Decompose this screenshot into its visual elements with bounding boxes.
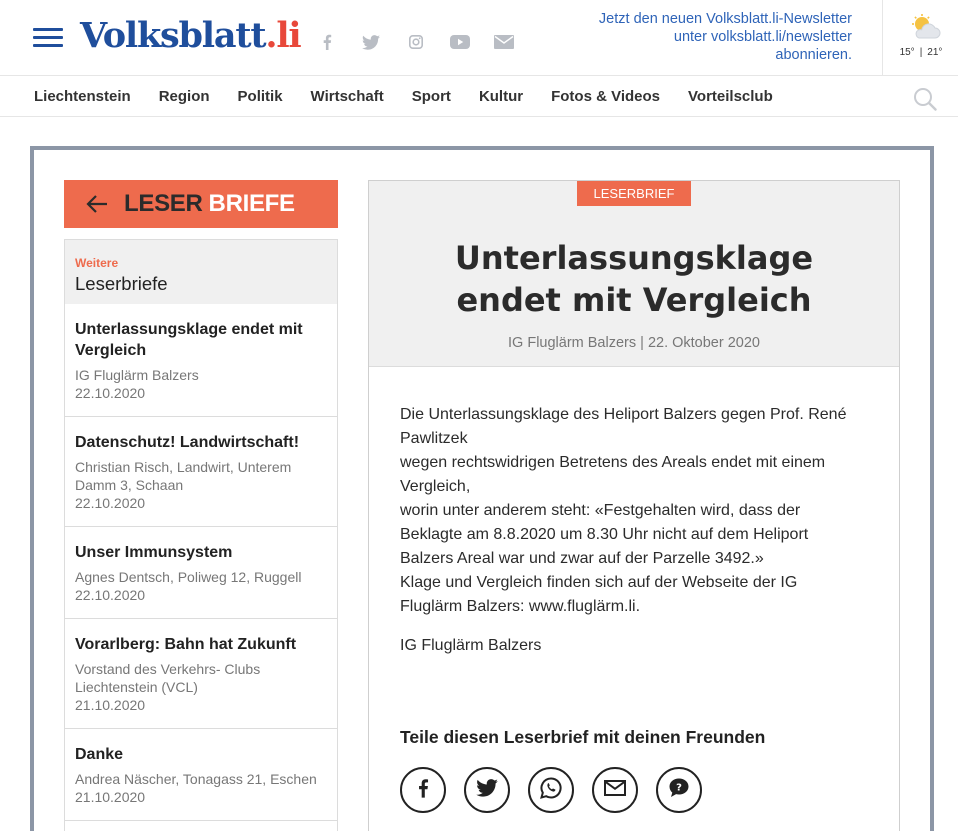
twitter-icon[interactable] xyxy=(361,34,381,50)
list-item[interactable] xyxy=(65,729,337,821)
top-header xyxy=(0,0,958,76)
category-badge: LESERBRIEF xyxy=(577,181,691,206)
article-body: Die Unterlassungsklage des Heliport Balzers gegen Prof. René Pawlitzek wegen rechtswidrigen Betretens des Areals endet mit einem Vergleich, worin unter anderem steht: «Festgehalten wird, dass der Beklagte am 8.8.2020 um 8.30 Uhr nicht auf dem Heliport Balzers Areal war und zwar auf der Parzelle 3492.» Klage und Vergleich finden sich auf der Webseite der IG Fluglärm Balzers: www.fluglärm.li. xyxy=(400,406,847,615)
share-mail-button[interactable] xyxy=(592,767,638,813)
sidebar-header xyxy=(65,240,337,304)
menu-icon[interactable] xyxy=(33,28,63,48)
list-item-date: 21.10.2020 xyxy=(75,697,146,713)
nav-item-region[interactable]: Region xyxy=(158,88,210,105)
article-header xyxy=(369,181,899,367)
arrow-left-icon[interactable] xyxy=(86,194,108,218)
share-whatsapp-button[interactable] xyxy=(528,767,574,813)
sidebar-title: Leserbriefe xyxy=(75,273,168,294)
banner-word-leser: LESER xyxy=(124,190,203,217)
letters-sidebar xyxy=(64,239,338,831)
banner-word-briefe: BRIEFE xyxy=(208,190,295,217)
list-item-date: 22.10.2020 xyxy=(75,385,146,401)
list-item-author: IG Fluglärm Balzers xyxy=(75,367,199,383)
youtube-icon[interactable] xyxy=(450,34,470,50)
facebook-icon[interactable] xyxy=(317,34,337,50)
list-item-author: Andrea Näscher, Tonagass 21, Eschen xyxy=(75,771,317,787)
article-signature: IG Fluglärm Balzers xyxy=(400,637,542,654)
sidebar-subtitle: Weitere xyxy=(75,256,119,270)
list-item-date: 22.10.2020 xyxy=(75,495,146,511)
nav-item-wirtschaft[interactable]: Wirtschaft xyxy=(310,88,384,105)
main-nav xyxy=(0,76,958,117)
list-item-title[interactable]: Unser Immunsystem xyxy=(75,544,233,561)
article-card xyxy=(368,180,900,831)
share-buttons xyxy=(400,767,720,813)
mail-icon xyxy=(604,780,626,800)
nav-item-politik[interactable]: Politik xyxy=(237,88,283,105)
list-item-title[interactable]: Danke xyxy=(75,746,124,763)
share-facebook-button[interactable] xyxy=(400,767,446,813)
list-item-date: 22.10.2020 xyxy=(75,587,146,603)
share-twitter-button[interactable] xyxy=(464,767,510,813)
list-item[interactable] xyxy=(65,417,337,527)
list-item-title[interactable]: Vorarlberg: Bahn hat Zukunft xyxy=(75,636,297,653)
nav-item-liechtenstein[interactable]: Liechtenstein xyxy=(34,88,131,105)
temp-low: 15° xyxy=(899,47,915,58)
newsletter-promo[interactable]: Jetzt den neuen Volksblatt.li-Newsletter unter volksblatt.li/newsletter abonnieren. xyxy=(598,11,852,63)
share-comment-button[interactable] xyxy=(656,767,702,813)
list-item-author: Agnes Dentsch, Poliweg 12, Ruggell xyxy=(75,569,302,585)
list-item-title[interactable]: Unterlassungsklage endet mit Vergleich xyxy=(75,321,303,359)
temp-high: 21° xyxy=(927,47,943,58)
article-meta: IG Fluglärm Balzers | 22. Oktober 2020 xyxy=(508,335,760,351)
weather-widget[interactable]: 15° | 21° xyxy=(882,0,958,76)
list-item[interactable] xyxy=(65,304,337,417)
facebook-icon xyxy=(417,778,429,802)
instagram-icon[interactable] xyxy=(406,34,426,50)
list-item[interactable] xyxy=(65,527,337,619)
list-item-author: Vorstand des Verkehrs- Clubs Liechtenstein (VCL) xyxy=(75,661,261,695)
nav-item-kultur[interactable]: Kultur xyxy=(478,88,524,105)
leserbriefe-banner[interactable] xyxy=(64,180,338,228)
share-heading: Teile diesen Leserbrief mit deinen Freunden xyxy=(400,727,766,747)
mail-icon[interactable] xyxy=(494,34,514,50)
comment-icon xyxy=(667,776,691,804)
list-item[interactable] xyxy=(65,619,337,729)
list-item-date: 21.10.2020 xyxy=(75,789,146,805)
nav-item-vorteilsclub[interactable]: Vorteilsclub xyxy=(688,88,773,105)
nav-item-sport[interactable]: Sport xyxy=(411,88,451,105)
site-logo[interactable]: Volksblatt.li xyxy=(80,15,301,56)
twitter-icon xyxy=(476,779,498,801)
partly-cloudy-icon xyxy=(909,14,941,44)
article-title: Unterlassungsklage endet mit Vergleich xyxy=(454,239,814,319)
search-icon[interactable] xyxy=(913,87,937,115)
list-item-title[interactable]: Datenschutz! Landwirtschaft! xyxy=(75,434,300,451)
whatsapp-icon xyxy=(539,776,563,804)
list-item-author: Christian Risch, Landwirt, Unterem Damm 3, Schaan xyxy=(75,459,292,493)
svg-text:?: ? xyxy=(676,782,682,794)
nav-item-fotos-videos[interactable]: Fotos & Videos xyxy=(551,88,661,105)
